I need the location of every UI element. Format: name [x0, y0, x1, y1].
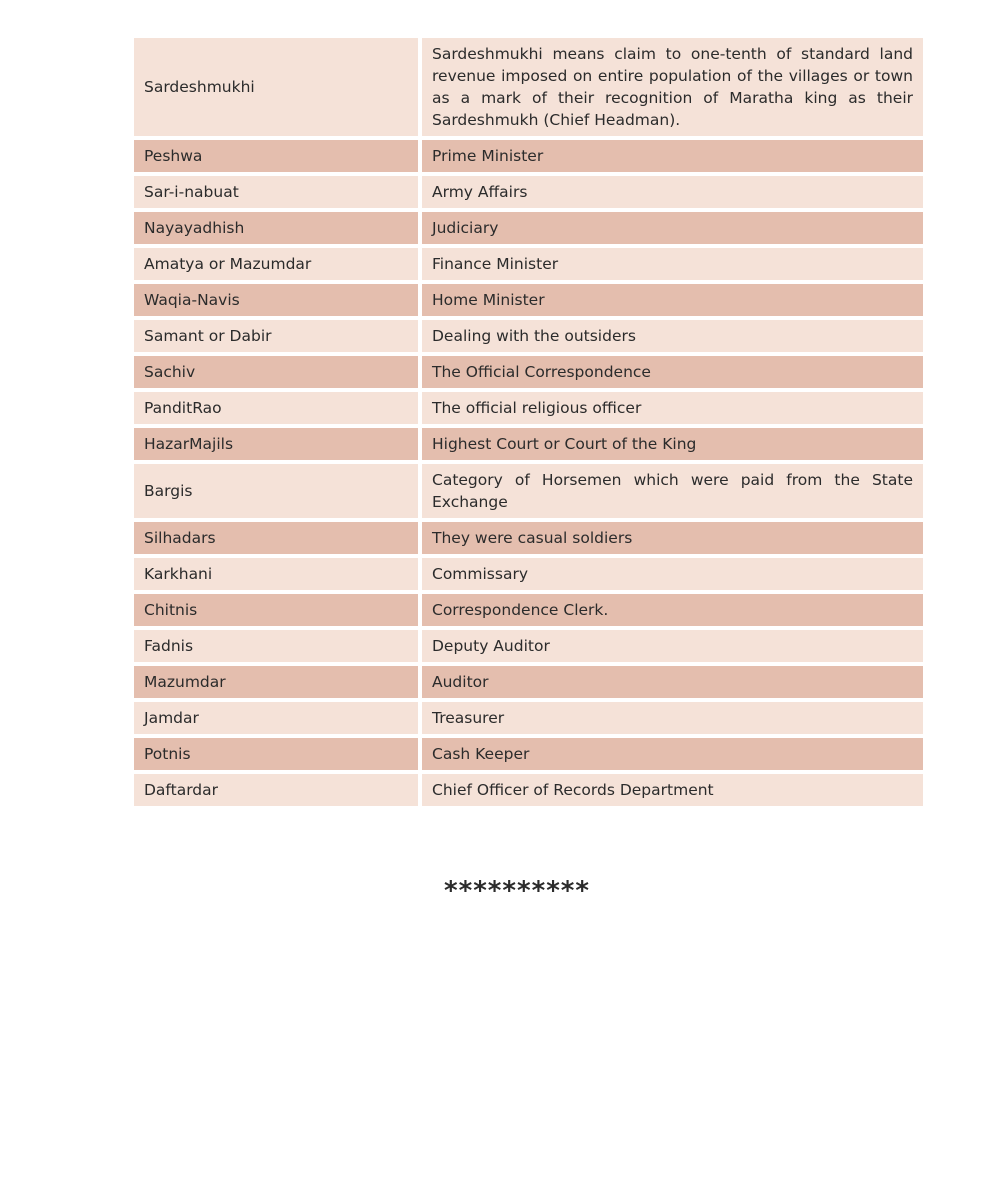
table-row	[134, 594, 923, 626]
table-row	[134, 464, 923, 518]
term-cell: Karkhani	[134, 558, 418, 590]
term-cell: Sardeshmukhi	[134, 38, 418, 136]
table-row	[134, 212, 923, 244]
term-cell: Fadnis	[134, 630, 418, 662]
meaning-cell: The Official Correspondence	[422, 356, 923, 388]
table-row	[134, 392, 923, 424]
table-row	[134, 176, 923, 208]
term-cell: Jamdar	[134, 702, 418, 734]
meaning-cell: Highest Court or Court of the King	[422, 428, 923, 460]
meaning-cell: Prime Minister	[422, 140, 923, 172]
table-row	[134, 320, 923, 352]
term-cell: Amatya or Mazumdar	[134, 248, 418, 280]
table-row	[134, 774, 923, 806]
meaning-cell: Deputy Auditor	[422, 630, 923, 662]
table-row	[134, 284, 923, 316]
table-row	[134, 630, 923, 662]
term-cell: Nayayadhish	[134, 212, 418, 244]
meaning-cell: Auditor	[422, 666, 923, 698]
meaning-cell: Sardeshmukhi means claim to one-tenth of standard land revenue imposed on entire population of the villages or town as a mark of their recognition of Maratha king as their Sardeshmukh (Chief Headman).	[422, 38, 923, 136]
meaning-cell: Treasurer	[422, 702, 923, 734]
meaning-cell: Dealing with the outsiders	[422, 320, 923, 352]
meaning-cell: Army Affairs	[422, 176, 923, 208]
term-cell: Sachiv	[134, 356, 418, 388]
meaning-cell: Category of Horsemen which were paid from the State Exchange	[422, 464, 923, 518]
table-row	[134, 522, 923, 554]
meaning-cell: Correspondence Clerk.	[422, 594, 923, 626]
table-row	[134, 702, 923, 734]
table-row	[134, 356, 923, 388]
section-end-separator: **********	[444, 876, 590, 906]
table-row	[134, 558, 923, 590]
term-cell: Waqia-Navis	[134, 284, 418, 316]
meaning-cell: Chief Officer of Records Department	[422, 774, 923, 806]
table-row	[134, 140, 923, 172]
term-cell: Peshwa	[134, 140, 418, 172]
table-row	[134, 248, 923, 280]
meaning-cell: Judiciary	[422, 212, 923, 244]
maratha-terms-table	[130, 34, 927, 810]
term-cell: Bargis	[134, 464, 418, 518]
meaning-cell: Finance Minister	[422, 248, 923, 280]
term-cell: Chitnis	[134, 594, 418, 626]
table-row	[134, 738, 923, 770]
table-row	[134, 428, 923, 460]
term-cell: Mazumdar	[134, 666, 418, 698]
meaning-cell: They were casual soldiers	[422, 522, 923, 554]
term-cell: Daftardar	[134, 774, 418, 806]
table-row	[134, 666, 923, 698]
term-cell: HazarMajils	[134, 428, 418, 460]
term-cell: Samant or Dabir	[134, 320, 418, 352]
meaning-cell: Home Minister	[422, 284, 923, 316]
term-cell: Silhadars	[134, 522, 418, 554]
term-cell: Sar-i-nabuat	[134, 176, 418, 208]
table-row	[134, 38, 923, 136]
meaning-cell: Commissary	[422, 558, 923, 590]
term-cell: PanditRao	[134, 392, 418, 424]
term-cell: Potnis	[134, 738, 418, 770]
meaning-cell: The official religious officer	[422, 392, 923, 424]
meaning-cell: Cash Keeper	[422, 738, 923, 770]
